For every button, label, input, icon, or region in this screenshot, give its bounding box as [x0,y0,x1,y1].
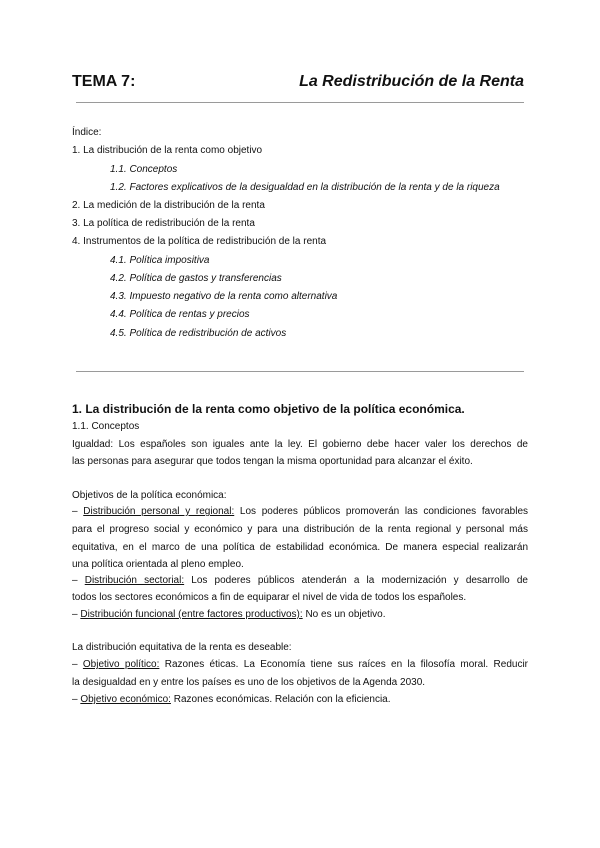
subsection-heading: 1.1. Conceptos [72,421,140,432]
item-label: Objetivo político: [82,659,160,670]
item-label: Objetivo económico: [80,694,171,705]
item-text: Los poderes públicos promoverán las condiciones favorables [234,506,528,517]
toc-item: 2. La medición de la distribución de la renta [72,200,265,211]
paragraph-line: la desigualdad en y entre los países es uno de los objetivos de la Agenda 2030. [72,677,426,688]
item-text: Razones éticas. La Economía tiene sus raíces en la filosofía moral. Reducir [159,659,528,670]
toc-item: 1.2. Factores explicativos de la desigualdad en la distribución de la renta y de la riqueza [110,182,500,193]
list-item [72,575,528,587]
toc-item: 4.3. Impuesto negativo de la renta como alternativa [110,291,338,302]
toc-item: 4.5. Política de redistribución de activos [110,328,287,339]
page-subtitle: La Redistribución de la Renta [299,73,524,90]
page-title: TEMA 7: [72,73,136,90]
toc-heading: Índice: [72,127,102,138]
list-item [72,694,528,706]
list-dash: – [72,694,78,705]
header-divider [76,102,524,103]
toc-item: 1. La distribución de la renta como objetivo [72,145,263,156]
paragraph-line: equitativa, en el marco de una política de estabilidad económica. De manera especial realizarán [72,542,528,553]
item-text: Los poderes públicos atenderán a la modernización y desarrollo de [184,575,528,586]
list-dash: – [72,609,78,620]
paragraph-line: todos los sectores económicos a fin de equiparar el nivel de vida de todos los españoles. [72,592,467,603]
toc-item: 4.4. Política de rentas y precios [110,309,250,320]
deseable-heading: La distribución equitativa de la renta es deseable: [72,642,292,653]
item-text: Razones económicas. Relación con la eficiencia. [170,694,391,705]
toc-item: 4. Instrumentos de la política de redistribución de la renta [72,236,327,247]
paragraph-line: una política orientada al pleno empleo. [72,559,244,570]
list-dash: – [72,659,78,670]
item-text: No es un objetivo. [302,609,386,620]
toc-divider [76,371,524,372]
section-heading: 1. La distribución de la renta como objetivo de la política económica. [72,402,465,416]
list-dash: – [72,575,78,586]
toc-item: 3. La política de redistribución de la renta [72,218,255,229]
list-item [72,659,528,671]
toc-item: 4.1. Política impositiva [110,255,210,266]
list-item [72,506,528,518]
list-item [72,609,528,621]
item-label: Distribución personal y regional: [83,506,235,517]
paragraph-line: Igualdad: Los españoles son iguales ante la ley. El gobierno debe hacer valer los derechos de [72,439,528,450]
paragraph-line: para el progreso social y económico y para una distribución de la renta regional y personal más [72,524,528,535]
item-label: Distribución sectorial: [84,575,185,586]
objetivos-heading: Objetivos de la política económica: [72,490,227,501]
toc-item: 1.1. Conceptos [110,164,178,175]
paragraph-line: las personas para asegurar que todos tengan la misma oportunidad para alcanzar el éxito. [72,456,473,467]
item-label: Distribución funcional (entre factores productivos): [80,609,303,620]
toc-item: 4.2. Política de gastos y transferencias [110,273,282,284]
list-dash: – [72,506,78,517]
